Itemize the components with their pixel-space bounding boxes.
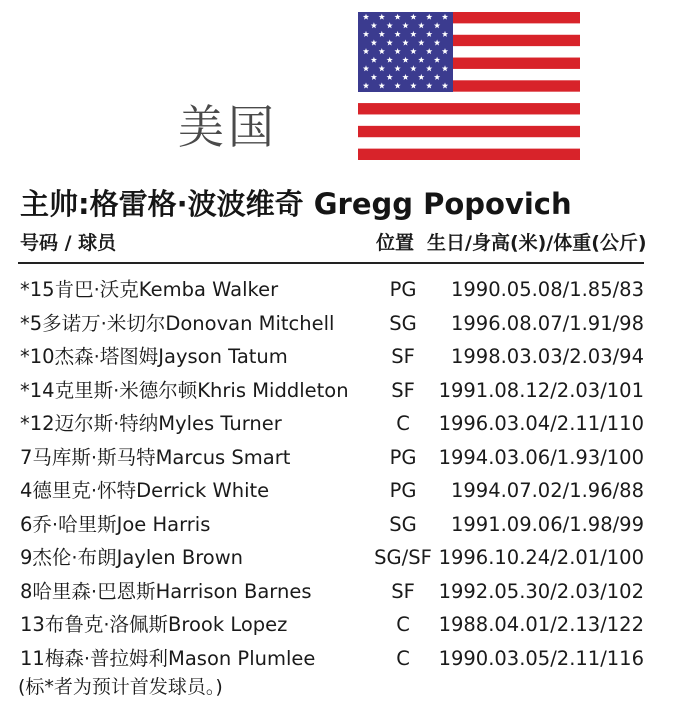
roster-list xyxy=(0,273,676,675)
player-position: SG xyxy=(389,311,417,335)
country-title: 美国 xyxy=(178,100,278,154)
player-row xyxy=(0,374,676,408)
player-row xyxy=(0,340,676,374)
head-coach: 主帅:格雷格·波波维奇 Gregg Popovich xyxy=(20,187,572,221)
player-row xyxy=(0,575,676,609)
player-row xyxy=(0,307,676,341)
player-position: PG xyxy=(389,445,417,469)
player-row xyxy=(0,474,676,508)
player-name: *5多诺万·米切尔Donovan Mitchell xyxy=(20,311,335,335)
player-row xyxy=(0,642,676,676)
player-name: 9杰伦·布朗Jaylen Brown xyxy=(20,546,244,569)
player-name: *10杰森·塔图姆Jayson Tatum xyxy=(20,345,288,368)
player-position: PG xyxy=(389,278,417,301)
player-position: SF xyxy=(391,579,415,603)
player-position: SG xyxy=(389,512,417,536)
player-info: 1996.03.04/2.11/110 xyxy=(438,412,644,435)
player-row xyxy=(0,273,676,307)
player-position: C xyxy=(396,646,410,670)
player-info: 1988.04.01/2.13/122 xyxy=(438,613,644,636)
player-name: *15肯巴·沃克Kemba Walker xyxy=(20,278,279,301)
player-name: 6乔·哈里斯Joe Harris xyxy=(20,512,211,536)
player-info: 1996.10.24/2.01/100 xyxy=(438,546,644,569)
player-name: 7马库斯·斯马特Marcus Smart xyxy=(20,445,291,469)
player-info: 1990.03.05/2.11/116 xyxy=(438,646,644,670)
player-info: 1998.03.03/2.03/94 xyxy=(450,345,644,368)
player-row xyxy=(0,407,676,441)
player-info: 1992.05.30/2.03/102 xyxy=(438,579,644,603)
player-position: SF xyxy=(391,378,415,402)
player-info: 1990.05.08/1.85/83 xyxy=(450,278,644,301)
starter-note: (标*者为预计首发球员。) xyxy=(18,676,223,698)
player-row xyxy=(0,441,676,475)
player-position: PG xyxy=(389,479,417,502)
header-divider xyxy=(18,262,644,264)
player-name: *12迈尔斯·特纳Myles Turner xyxy=(20,412,282,435)
player-name: 8哈里森·巴恩斯Harrison Barnes xyxy=(20,579,312,603)
player-row xyxy=(0,541,676,575)
player-position: SF xyxy=(391,345,415,368)
us-flag-icon xyxy=(358,12,580,160)
player-name: 11梅森·普拉姆利Mason Plumlee xyxy=(20,646,316,670)
header-info: 生日/身高(米)/体重(公斤) xyxy=(427,232,647,254)
player-info: 1991.09.06/1.98/99 xyxy=(450,512,644,536)
player-position: C xyxy=(396,412,410,435)
player-name: *14克里斯·米德尔顿Khris Middleton xyxy=(20,378,349,402)
player-info: 1996.08.07/1.91/98 xyxy=(450,311,644,335)
player-info: 1991.08.12/2.03/101 xyxy=(438,378,644,402)
player-name: 13布鲁克·洛佩斯Brook Lopez xyxy=(20,613,288,636)
header-player: 号码 / 球员 xyxy=(20,232,117,254)
player-info: 1994.07.02/1.96/88 xyxy=(450,479,644,502)
header-position: 位置 xyxy=(376,232,415,254)
player-row xyxy=(0,508,676,542)
player-row xyxy=(0,608,676,642)
player-name: 4德里克·怀特Derrick White xyxy=(20,479,270,502)
player-info: 1994.03.06/1.93/100 xyxy=(438,445,644,469)
player-position: C xyxy=(396,613,410,636)
player-position: SG/SF xyxy=(374,546,432,569)
